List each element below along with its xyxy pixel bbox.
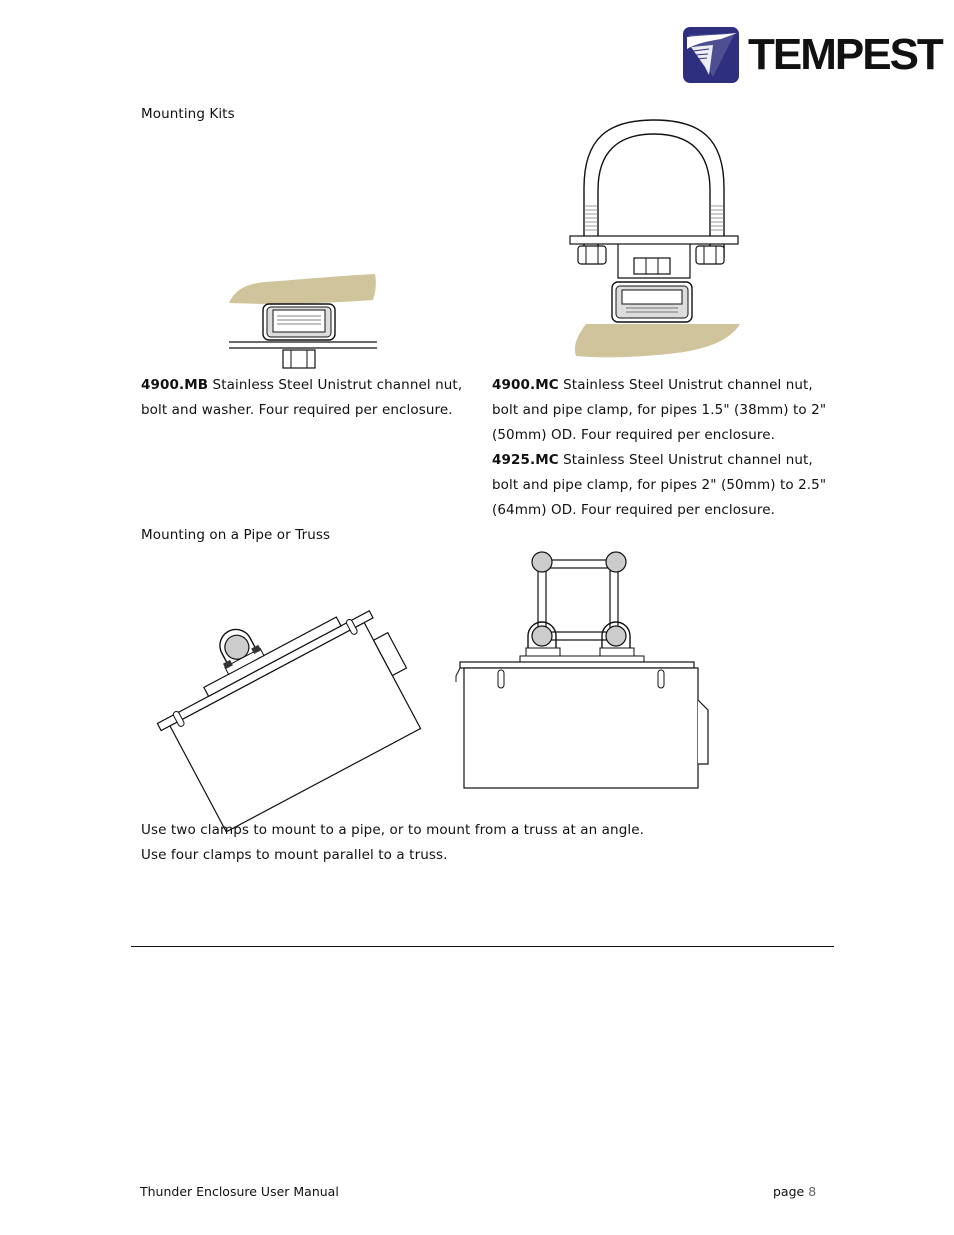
clamp-plate bbox=[570, 236, 738, 244]
part-code: 4900.MC bbox=[492, 377, 559, 393]
truss-pipe bbox=[606, 552, 626, 572]
item-4900mb-line2: bolt and washer. Four required per enclosure. bbox=[141, 402, 453, 418]
item-4925mc-line1: 4925.MC Stainless Steel Unistrut channel nut, bbox=[492, 452, 813, 468]
truss-pipe bbox=[606, 626, 626, 646]
part-code: 4925.MC bbox=[492, 452, 559, 468]
bolt-head bbox=[283, 350, 315, 368]
section-heading-mounting-kits: Mounting Kits bbox=[141, 106, 235, 122]
item-4925mc-line2: bolt and pipe clamp, for pipes 2" (50mm) to 2.5" bbox=[492, 477, 827, 493]
figure-4900mc bbox=[568, 118, 743, 358]
mounting-surface bbox=[575, 324, 740, 357]
footer-divider bbox=[131, 946, 834, 947]
part-code: 4900.MB bbox=[141, 377, 209, 393]
truss-pipe bbox=[532, 626, 552, 646]
item-4900mc-line1: 4900.MC Stainless Steel Unistrut channel nut, bbox=[492, 377, 813, 393]
footer-title: Thunder Enclosure User Manual bbox=[140, 1184, 339, 1199]
truss-pipe bbox=[532, 552, 552, 572]
logo-wordmark: TEMPEST bbox=[748, 30, 942, 79]
page-number: 8 bbox=[808, 1184, 817, 1199]
figure-truss-mount bbox=[456, 550, 716, 790]
mounting-note-1: Use two clamps to mount to a pipe, or to mount from a truss at an angle. bbox=[141, 822, 645, 838]
item-4900mb bbox=[141, 373, 471, 423]
item-4900mc-line3: (50mm) OD. Four required per enclosure. bbox=[492, 427, 776, 443]
page-label: page bbox=[773, 1184, 805, 1199]
item-4900mb-line1: 4900.MB Stainless Steel Unistrut channel nut, bbox=[141, 377, 463, 393]
mounting-surface bbox=[229, 274, 376, 304]
tempest-logo-icon bbox=[683, 27, 741, 84]
figure-4900mb bbox=[225, 270, 380, 370]
figure-angled-mount bbox=[144, 560, 416, 792]
mounting-note-2: Use four clamps to mount parallel to a truss. bbox=[141, 847, 448, 863]
item-4900mc bbox=[492, 373, 852, 523]
section-heading-pipe-truss: Mounting on a Pipe or Truss bbox=[141, 527, 331, 543]
item-4925mc-line3: (64mm) OD. Four required per enclosure. bbox=[492, 502, 776, 518]
footer-page bbox=[773, 1184, 816, 1199]
item-4900mc-line2: bolt and pipe clamp, for pipes 1.5" (38mm) to 2" bbox=[492, 402, 827, 418]
